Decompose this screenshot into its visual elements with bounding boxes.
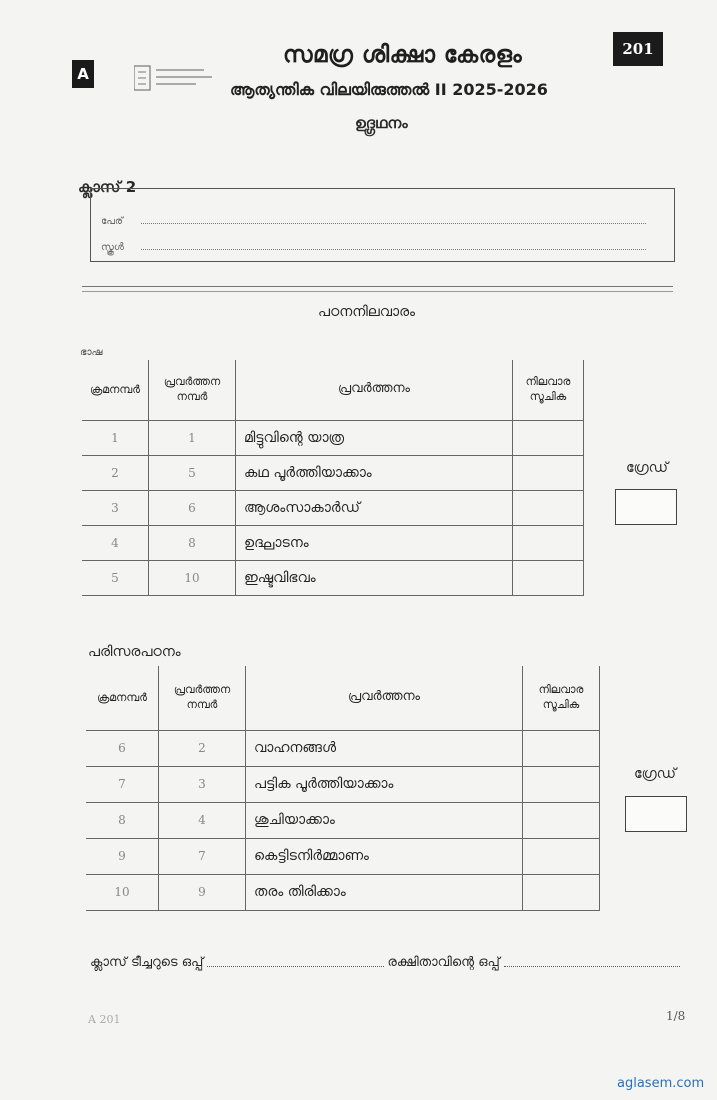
school-label: സ്കൂൾ <box>101 242 124 253</box>
school-dotted-field[interactable] <box>141 249 646 250</box>
set-code-badge: A <box>72 60 94 88</box>
table-row <box>82 455 584 490</box>
name-dotted-field[interactable] <box>141 223 646 224</box>
guardian-signature-field[interactable] <box>504 966 680 967</box>
section-title: പഠനനിലവാരം <box>318 304 415 320</box>
indicator-cell[interactable] <box>523 874 600 910</box>
header-indicator: നിലവാര സൂചിക <box>523 666 600 730</box>
activity-cell: ആശംസാകാർഡ് <box>236 490 513 525</box>
activity-cell: ഉദ്ഘാടനം <box>236 525 513 560</box>
teacher-signature-field[interactable] <box>207 966 383 967</box>
table2-caption: പരിസരപഠനം <box>88 644 181 660</box>
indicator-cell[interactable] <box>513 490 584 525</box>
activity-no-cell: 9 <box>159 874 246 910</box>
grade-label-2: ഗ്രേഡ് <box>634 766 676 782</box>
serial-cell: 1 <box>82 420 149 455</box>
serial-cell: 2 <box>82 455 149 490</box>
table-row <box>82 525 584 560</box>
header-activity: പ്രവർത്തനം <box>236 360 513 420</box>
watermark: aglasem.com <box>617 1076 705 1091</box>
table-row <box>86 838 600 874</box>
teacher-signature-label: ക്ലാസ് ടീച്ചറുടെ ഒപ്പ് <box>90 955 204 970</box>
serial-cell: 4 <box>82 525 149 560</box>
table-row <box>86 802 600 838</box>
header-serial: ക്രമനമ്പർ <box>86 666 159 730</box>
exam-title: ആത്യന്തിക വിലയിരുത്തൽ II 2025-2026 <box>230 80 548 99</box>
serial-cell: 5 <box>82 560 149 595</box>
header-indicator: നിലവാര സൂചിക <box>513 360 584 420</box>
page-number: 1/8 <box>666 1009 686 1023</box>
activity-no-cell: 5 <box>149 455 236 490</box>
indicator-cell[interactable] <box>523 838 600 874</box>
header-activity-no: പ്രവർത്തന നമ്പർ <box>149 360 236 420</box>
samagra-shiksha-logo-icon <box>134 62 220 96</box>
signature-row <box>90 955 684 970</box>
indicator-cell[interactable] <box>513 455 584 490</box>
serial-cell: 9 <box>86 838 159 874</box>
table-row <box>86 766 600 802</box>
grade-box-2[interactable] <box>625 796 687 832</box>
header-serial: ക്രമനമ്പർ <box>82 360 149 420</box>
section-divider <box>82 286 673 292</box>
footer-code: A 201 <box>88 1013 121 1026</box>
indicator-cell[interactable] <box>523 766 600 802</box>
activity-no-cell: 1 <box>149 420 236 455</box>
activity-no-cell: 2 <box>159 730 246 766</box>
table-row <box>86 730 600 766</box>
activity-no-cell: 4 <box>159 802 246 838</box>
indicator-cell[interactable] <box>513 560 584 595</box>
activity-cell: തരം തിരിക്കാം <box>246 874 523 910</box>
serial-cell: 6 <box>86 730 159 766</box>
serial-cell: 8 <box>86 802 159 838</box>
activity-cell: പട്ടിക പൂർത്തിയാക്കാം <box>246 766 523 802</box>
organisation-title: സമഗ്ര ശിക്ഷാ കേരളം <box>283 42 523 68</box>
serial-cell: 3 <box>82 490 149 525</box>
table-row <box>82 560 584 595</box>
paper-code-badge: 201 <box>613 32 663 66</box>
name-label: പേര് <box>101 216 123 227</box>
activity-no-cell: 10 <box>149 560 236 595</box>
activity-no-cell: 8 <box>149 525 236 560</box>
serial-cell: 7 <box>86 766 159 802</box>
student-info-box <box>90 188 675 262</box>
indicator-cell[interactable] <box>523 802 600 838</box>
indicator-cell[interactable] <box>523 730 600 766</box>
indicator-cell[interactable] <box>513 420 584 455</box>
language-assessment-table <box>82 360 584 596</box>
table1-caption: ഭാഷ <box>80 347 103 358</box>
school-line[interactable] <box>101 233 646 253</box>
grade-label-1: ഗ്രേഡ് <box>626 460 668 476</box>
class-label: ക്ലാസ് 2 <box>78 178 137 196</box>
table-row <box>82 420 584 455</box>
table-row <box>86 874 600 910</box>
activity-cell: മിട്ടുവിന്റെ യാത്ര <box>236 420 513 455</box>
guardian-signature-label: രക്ഷിതാവിന്റെ ഒപ്പ് <box>387 955 500 970</box>
activity-no-cell: 7 <box>159 838 246 874</box>
activity-no-cell: 6 <box>149 490 236 525</box>
table-header-row <box>86 666 600 730</box>
serial-cell: 10 <box>86 874 159 910</box>
table-row <box>82 490 584 525</box>
activity-cell: ശുചിയാക്കാം <box>246 802 523 838</box>
table-header-row <box>82 360 584 420</box>
activity-no-cell: 3 <box>159 766 246 802</box>
subject-title: ഉദ്ഗ്രഥനം <box>355 114 408 132</box>
grade-box-1[interactable] <box>615 489 677 525</box>
environmental-studies-table <box>86 666 600 911</box>
header-activity-no: പ്രവർത്തന നമ്പർ <box>159 666 246 730</box>
name-line[interactable] <box>101 207 646 227</box>
activity-cell: കെട്ടിടനിർമ്മാണം <box>246 838 523 874</box>
activity-cell: വാഹനങ്ങൾ <box>246 730 523 766</box>
header-activity: പ്രവർത്തനം <box>246 666 523 730</box>
indicator-cell[interactable] <box>513 525 584 560</box>
activity-cell: ഇഷ്ടവിഭവം <box>236 560 513 595</box>
activity-cell: കഥ പൂർത്തിയാക്കാം <box>236 455 513 490</box>
